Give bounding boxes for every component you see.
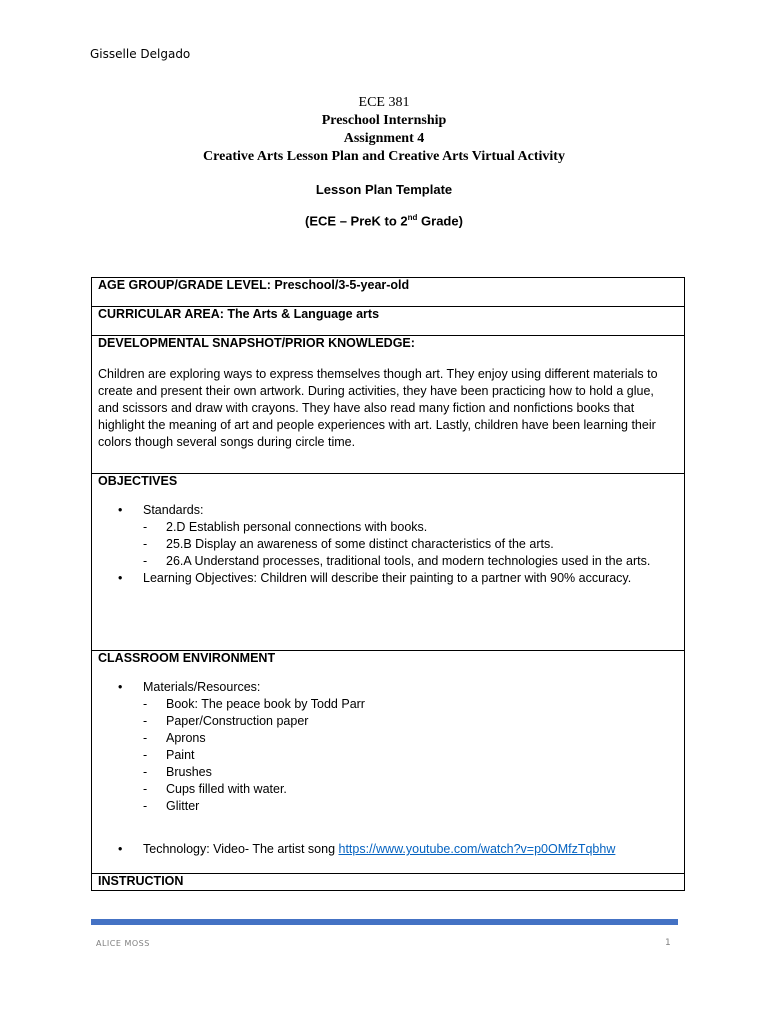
standards-label: Standards: <box>143 503 204 517</box>
subject-title: Creative Arts Lesson Plan and Creative Arts Virtual Activity <box>203 149 565 164</box>
template-title: Lesson Plan Template <box>315 182 453 197</box>
assignment-title: Assignment 4 <box>343 131 425 146</box>
technology-label: Technology: Video- The artist song <box>143 842 339 856</box>
objectives-label: OBJECTIVES <box>98 474 178 488</box>
materials-label: Materials/Resources: <box>143 680 261 694</box>
author-name: Gisselle Delgado <box>90 47 191 61</box>
internship-title: Preschool Internship <box>321 113 447 128</box>
dev-snapshot-label: DEVELOPMENTAL SNAPSHOT/PRIOR KNOWLEDGE: <box>98 336 415 350</box>
row-classroom-environment <box>92 651 685 874</box>
list-item: - Cups filled with water. <box>143 781 678 798</box>
lesson-plan-table <box>91 277 685 891</box>
materials-list <box>143 696 678 815</box>
list-item <box>118 841 678 858</box>
list-item: - Glitter <box>143 798 678 815</box>
list-item: - Brushes <box>143 764 678 781</box>
youtube-link[interactable]: https://www.youtube.com/watch?v=p0OMfzTqbhw <box>338 842 616 856</box>
template-sub-suffix: Grade) <box>417 213 463 229</box>
row-age-group <box>92 278 685 307</box>
course-code: ECE 381 <box>358 95 410 110</box>
curricular-area-label: CURRICULAR AREA: The Arts & Language arts <box>92 307 685 336</box>
template-subtitle <box>0 213 768 228</box>
list-item: • Learning Objectives: Children will describe their painting to a partner with 90% accuracy. <box>118 570 678 587</box>
template-sub-sup: nd <box>407 213 418 222</box>
dev-snapshot-cell <box>92 336 685 474</box>
row-curricular-area <box>92 307 685 336</box>
list-item <box>118 502 678 570</box>
list-item: - 25.B Display an awareness of some distinct characteristics of the arts. <box>143 536 678 553</box>
list-item: - 26.A Understand processes, traditional tools, and modern technologies used in the arts. <box>143 553 678 570</box>
list-item: - Paper/Construction paper <box>143 713 678 730</box>
row-dev-snapshot <box>92 336 685 474</box>
objectives-cell <box>92 474 685 651</box>
title-block <box>0 94 768 166</box>
list-item: - Aprons <box>143 730 678 747</box>
list-item: - 2.D Establish personal connections with books. <box>143 519 678 536</box>
footer-author: ALICE MOSS <box>96 939 150 948</box>
list-item: - Paint <box>143 747 678 764</box>
spacer <box>143 815 678 841</box>
template-sub-prefix: (ECE – PreK to 2 <box>305 213 408 229</box>
dev-snapshot-text: Children are exploring ways to express themselves though art. They enjoy using different materials to create and present their own artwork. During activities, they have been practicing how to hold a glue, and scissors and draw with crayons. They have also read many fiction and nonfictions books that highlight the meaning of art and people experiences with art. Lastly, children have been learning their colors though several songs during circle time. <box>98 367 658 449</box>
page-number: 1 <box>665 938 671 948</box>
classroom-cell <box>92 651 685 874</box>
list-item <box>118 679 678 841</box>
footer-bar <box>91 919 678 925</box>
instruction-label: INSTRUCTION <box>92 874 685 891</box>
list-item: - Book: The peace book by Todd Parr <box>143 696 678 713</box>
objectives-list <box>98 502 678 587</box>
age-group-label: AGE GROUP/GRADE LEVEL: Preschool/3-5-year-old <box>92 278 685 307</box>
standards-list <box>143 519 678 570</box>
classroom-label: CLASSROOM ENVIRONMENT <box>98 651 276 665</box>
row-objectives <box>92 474 685 651</box>
classroom-list <box>98 679 678 858</box>
row-instruction <box>92 874 685 891</box>
